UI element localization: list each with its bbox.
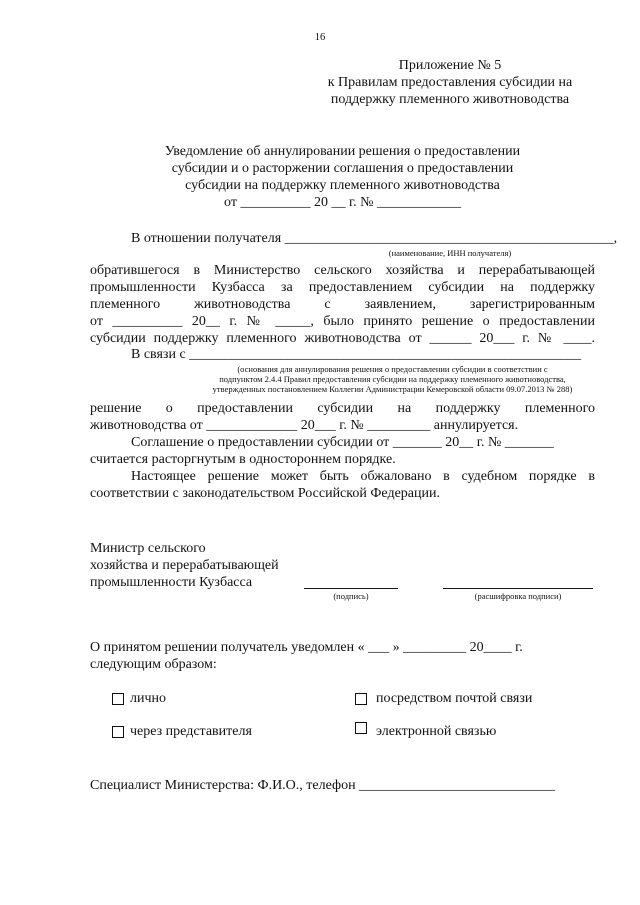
option-electronic-label: электронной связью [376,724,497,739]
signatory-line-3: промышленности Кузбасса [90,575,253,590]
due-hint-line: подпунктом 2.4.4 Правил предоставления субсидии на поддержку племенного животноводства, [219,374,566,384]
due-hint-line: (основания для аннулирования решения о предоставлении субсидии в соответствии с [237,364,548,374]
option-post-label: посредством почтой связи [376,691,533,706]
paragraph-1-line: племенного животноводства с заявлением, зарегистрированным [90,297,595,312]
recipient-hint: (наименование, ИНН получателя) [388,248,512,258]
paragraph-1-line: от __________ 20__ г. № _____, было принято решение о предоставлении [90,314,595,329]
due-line: В связи с ________________________________________________________ [131,347,582,362]
option-electronic-checkbox[interactable] [355,722,367,734]
signatory-line-2: хозяйства и перерабатывающей [90,558,279,573]
paragraph-3-line: Соглашение о предоставлении субсидии от _______ 20__ г. № _______ [131,435,554,450]
title-line-1: Уведомление об аннулировании решения о предоставлении [164,144,521,159]
paragraph-1-line: обратившегося в Министерство сельского хозяйства и перерабатывающей [90,263,595,278]
option-in-person-checkbox[interactable] [112,693,124,705]
recipient-line: В отношении получателя _______________________________________________, [131,231,618,246]
option-representative-checkbox[interactable] [112,726,124,738]
page-number: 16 [314,32,326,43]
signature-decode-hint: (расшифровка подписи) [474,591,562,601]
signature-line [304,588,398,589]
title-line-3: субсидии на поддержку племенного животноводства [185,178,500,193]
appendix-line-3: поддержку племенного животноводства [330,92,570,107]
option-representative-label: через представителя [130,724,252,739]
appendix-line-2: к Правилам предоставления субсидии на [327,75,573,90]
paragraph-4-line: соответствии с законодательством Российской Федерации. [90,486,440,501]
signature-decode-line [443,588,593,589]
title-date-line: от __________ 20 __ г. № ____________ [224,195,461,210]
specialist-line: Специалист Министерства: Ф.И.О., телефон ____________________________ [90,778,556,793]
option-in-person-label: лично [130,691,167,706]
due-hint-line: утвержденных постановлением Коллегии Администрации Кемеровской области 09.07.2013 № 288) [212,384,573,394]
notice-line-2: следующим образом: [90,657,217,672]
paragraph-4-line: Настоящее решение может быть обжаловано в судебном порядке в [131,469,595,484]
paragraph-2-line: животноводства от _____________ 20___ г. № _________ аннулируется. [90,418,519,433]
signature-hint: (подпись) [333,591,369,601]
appendix-line-1: Приложение № 5 [398,58,502,73]
paragraph-2-line: решение о предоставлении субсидии на поддержку племенного [90,401,595,416]
notice-line-1: О принятом решении получатель уведомлен « ___ » _________ 20____ г. [90,640,523,655]
paragraph-1-line: промышленности Кузбасса за предоставлением субсидии на поддержку [90,280,595,295]
title-line-2: субсидии и о расторжении соглашения о предоставлении [171,161,514,176]
signatory-line-1: Министр сельского [90,541,206,556]
option-post-checkbox[interactable] [355,693,367,705]
paragraph-1-line: субсидии поддержку племенного животноводства от ______ 20___ г. № ____. [90,331,595,346]
paragraph-3-line: считается расторгнутым в одностороннем порядке. [90,452,396,467]
